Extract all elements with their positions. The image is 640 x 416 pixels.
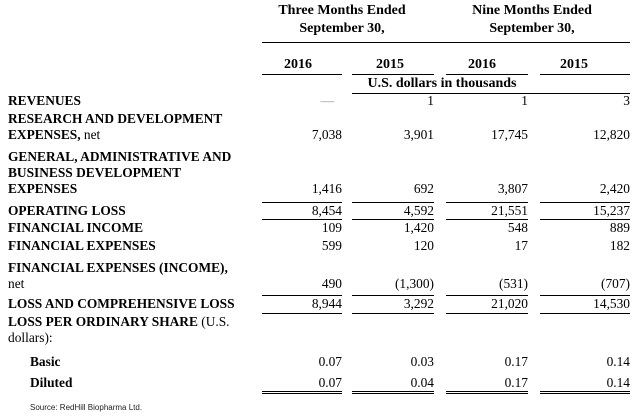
row-label-bold: RESEARCH AND DEVELOPMENT [8,111,223,126]
subtotal-rule [262,219,342,220]
cell-value: 490 [321,276,342,291]
row-label-normal: dollars): [8,330,53,345]
cell-value: 548 [507,220,528,235]
total-double-rule [540,393,630,394]
row-label [8,276,24,292]
subtotal-rule [540,313,630,314]
row-label [8,149,231,165]
subtotal-rule [446,202,528,203]
cell-value: 14,530 [593,296,630,311]
row-label-bold: BUSINESS DEVELOPMENT [8,165,182,180]
cell-value: 0.04 [410,375,434,390]
cell-value: 889 [609,220,630,235]
row-label [8,165,181,181]
subtotal-rule [352,219,434,220]
cell-value: 0.14 [606,375,630,390]
row-label-normal: net [8,276,25,291]
row-label [8,238,156,254]
row-label [8,220,143,236]
year-rule-1 [262,74,342,75]
cell-value: 1 [521,93,528,108]
row-label-bold: LOSS AND COMPREHENSIVE LOSS [8,296,235,311]
cell-value: 12,820 [593,127,630,142]
cell-value: 21,551 [491,203,528,218]
subtotal-rule [446,295,528,296]
total-double-rule [352,393,434,394]
cell-value: — [320,93,334,108]
row-label-bold: FINANCIAL EXPENSES [8,238,156,253]
cell-value: 8,944 [311,296,342,311]
cell-value: 8,454 [311,203,342,218]
unit-note: U.S. dollars in thousands [367,76,517,91]
row-label-bold: Basic [30,354,61,369]
year-header-2: 2015 [376,57,404,72]
row-label [8,314,230,330]
total-double-rule [352,391,434,392]
row-label-bold: REVENUES [8,93,81,108]
cell-value: 120 [413,238,434,253]
source-note: Source: RedHill Biopharma Ltd. [30,403,143,412]
row-label [8,181,77,197]
cell-value: 109 [321,220,342,235]
row-label-normal: net [80,127,101,142]
cell-value: 0.17 [504,354,528,369]
cell-value: 0.14 [606,354,630,369]
cell-value: 3,901 [403,127,434,142]
subtotal-rule [262,313,342,314]
cell-value: 4,592 [403,203,434,218]
total-double-rule [262,391,342,392]
subtotal-rule [540,202,630,203]
cell-value: 3 [623,93,630,108]
row-label-bold: FINANCIAL EXPENSES (INCOME), [8,260,228,275]
row-label [30,354,61,370]
row-label [8,260,228,276]
row-label [30,375,72,391]
header-nine-months-line1: Nine Months Ended [472,3,592,18]
cell-value: 0.03 [410,354,434,369]
year-header-3: 2016 [468,57,496,72]
cell-value: 3,292 [403,296,434,311]
cell-value: 21,020 [491,296,528,311]
cell-value: 15,237 [593,203,630,218]
year-header-4: 2015 [560,57,588,72]
year-rule-4 [540,74,630,75]
row-label-bold: FINANCIAL INCOME [8,220,144,235]
cell-value: 2,420 [599,181,630,196]
cell-value: 17,745 [491,127,528,142]
subtotal-rule [352,202,434,203]
row-label [8,127,100,143]
row-label [8,111,222,127]
total-double-rule [262,393,342,394]
row-label-bold: OPERATING LOSS [8,203,126,218]
subtotal-rule [540,295,630,296]
cell-value: 692 [413,181,434,196]
row-label-normal: (U.S. [197,314,230,329]
header-nine-months [452,2,612,38]
subtotal-rule [352,295,434,296]
header-rule [262,42,630,43]
cell-value: 7,038 [311,127,342,142]
cell-value: 0.17 [504,375,528,390]
row-label [8,93,81,109]
cell-value: 1,420 [403,220,434,235]
row-label [8,330,53,346]
subtotal-rule [540,219,630,220]
row-label [8,296,235,312]
row-label [8,203,126,219]
subtotal-rule [446,219,528,220]
cell-value: 0.07 [318,354,342,369]
cell-value: 17 [514,238,528,253]
subtotal-rule [352,313,434,314]
cell-value: 599 [321,238,342,253]
total-double-rule [446,391,528,392]
cell-value: 182 [609,238,630,253]
cell-value: 0.07 [318,375,342,390]
cell-value: (1,300) [394,276,434,291]
subtotal-rule [262,202,342,203]
cell-value: (707) [600,276,630,291]
subtotal-rule [446,313,528,314]
row-label-bold: GENERAL, ADMINISTRATIVE AND [8,149,232,164]
row-label-bold: Diluted [30,375,73,390]
header-three-months-line1: Three Months Ended [278,3,406,18]
header-three-months-line2: September 30, [299,21,385,36]
row-label-bold: EXPENSES, [8,127,81,142]
cell-value: 3,807 [497,181,528,196]
total-double-rule [540,391,630,392]
row-label-bold: LOSS PER ORDINARY SHARE [8,314,198,329]
year-header-1: 2016 [284,57,312,72]
header-nine-months-line2: September 30, [489,21,575,36]
cell-value: 1,416 [311,181,342,196]
subtotal-rule [262,295,342,296]
row-label-bold: EXPENSES [8,181,78,196]
header-three-months [262,2,422,38]
total-double-rule [446,393,528,394]
cell-value: 1 [427,93,434,108]
cell-value: (531) [498,276,528,291]
